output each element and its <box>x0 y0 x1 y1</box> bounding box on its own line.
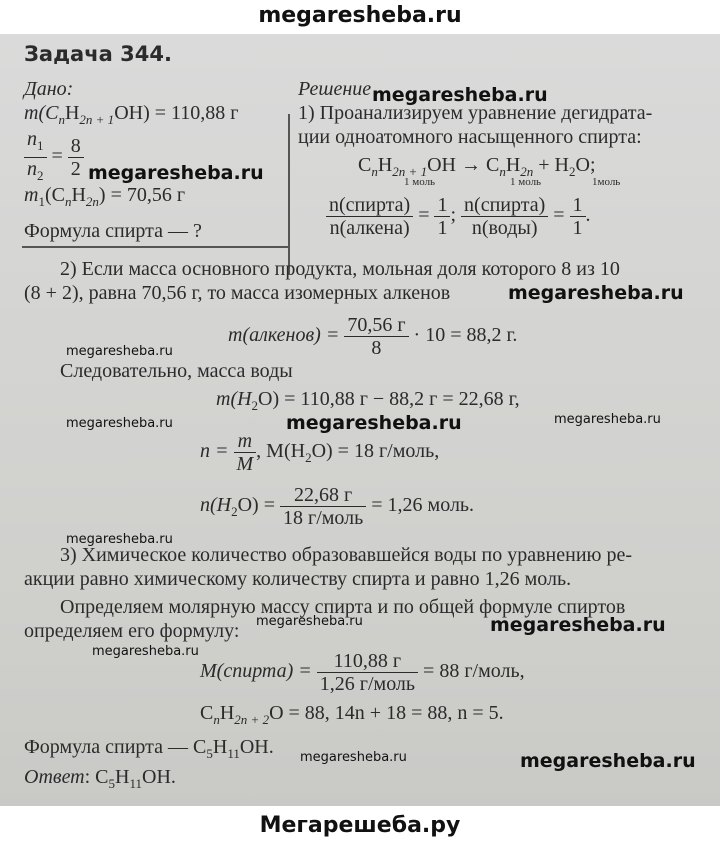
step4-line1: Определяем молярную массу спирта и по общей формуле спиртов <box>60 596 626 618</box>
solution-label: Решение <box>298 78 372 100</box>
mol-label-alkene: 1 моль <box>510 176 542 188</box>
textbook-page <box>0 34 720 806</box>
watermark: megaresheba.ru <box>520 750 696 772</box>
step3-line2: акции равно химическому количеству спирта и равно 1,26 моль. <box>24 568 572 590</box>
given-solution-separator <box>288 114 290 274</box>
watermark: megaresheba.ru <box>554 412 661 427</box>
step2-line2: (8 + 2), равна 70,56 г, то масса изомерных алкенов <box>24 282 451 304</box>
general-formula-equation: $C_nH_{2n + 2}O = 88$, 14n + 18 = 88, n = 5. <box>200 702 504 727</box>
step2-line1: 2) Если масса основного продукта, мольная доля которого 8 из 10 <box>60 258 620 280</box>
watermark: megaresheba.ru <box>66 344 173 359</box>
water-amount-formula: $n(H_2O)$ = $\frac{22,68 г}{\text{18 г/моль}}$ = 1,26 моль. <box>200 484 475 529</box>
watermark: megaresheba.ru <box>286 412 462 434</box>
molar-mass-formula: M(спирта) = $\frac{110,88 г}{\text{1,26 г/моль}}$ = 88 г/моль, <box>200 650 525 695</box>
watermark: megaresheba.ru <box>66 532 173 547</box>
alcohol-formula-result: Формула спирта — $C_5H_{11}OH$. <box>24 736 274 761</box>
dehydration-equation: $C_nH_{2n + 1}OH \to C_nH_{2n} + H_2O$; <box>358 154 596 179</box>
alkene-mass-formula: m(алкенов) = $\frac{70,56 г}{8}$ · 10 = 88,2 г. <box>228 314 518 359</box>
watermark: megaresheba.ru <box>66 416 173 431</box>
amount-formula: n = $\frac{m}{M}$ , $M(H_2O) = 18$ г/моль, <box>200 430 440 475</box>
water-mass-formula: $m(H_2O) = 110,88$ г − 88,2 г = 22,68 г, <box>216 388 520 413</box>
watermark: megaresheba.ru <box>300 750 407 765</box>
given-label: Дано: <box>24 78 74 100</box>
step1-line1: 1) Проанализируем уравнение дегидрата- <box>298 102 653 124</box>
watermark: megaresheba.ru <box>92 644 199 659</box>
mole-ratio-formulas: $\frac{\text{n(спирта)}}{\text{n(алкена)}}$ = $\frac{1}{1}$ ; $\frac{\text{n(спирта)}}{\text{n(воды)}}$ = $\frac{1}{1}$ . <box>326 194 591 239</box>
problem-title: Задача 344. <box>24 42 172 66</box>
mol-label-alcohol: 1 моль <box>404 176 436 188</box>
watermark: megaresheba.ru <box>372 84 548 106</box>
mol-label-water: 1моль <box>592 176 621 188</box>
answer: Ответ: $C_5H_{11}OH$. <box>24 766 176 791</box>
watermark: megaresheba.ru <box>256 614 363 629</box>
watermark: megaresheba.ru <box>508 282 684 304</box>
site-header[interactable]: megaresheba.ru <box>0 0 720 34</box>
site-footer[interactable]: Мегарешеба.ру <box>0 806 720 845</box>
consequently-text: Следовательно, масса воды <box>60 360 293 382</box>
given-mass-alcohol: $m(C_nH_{2n + 1}OH) = 110,88$ г <box>24 102 239 127</box>
step1-line2: ции одноатомного насыщенного спирта: <box>298 126 642 148</box>
given-divider <box>22 246 288 248</box>
find-text: Формула спирта — ? <box>24 220 202 242</box>
watermark: megaresheba.ru <box>88 162 264 184</box>
step4-line2: определяем его формулу: <box>24 620 240 642</box>
watermark: megaresheba.ru <box>490 614 666 636</box>
given-mass-alkene: $m_1(C_nH_{2n}) = 70,56$ г <box>24 184 186 209</box>
step3-line1: 3) Химическое количество образовавшейся воды по уравнению ре- <box>60 544 633 566</box>
given-mole-ratio: $\frac{n_1}{n_2}$ = $\frac{8}{2}$ <box>24 128 84 187</box>
